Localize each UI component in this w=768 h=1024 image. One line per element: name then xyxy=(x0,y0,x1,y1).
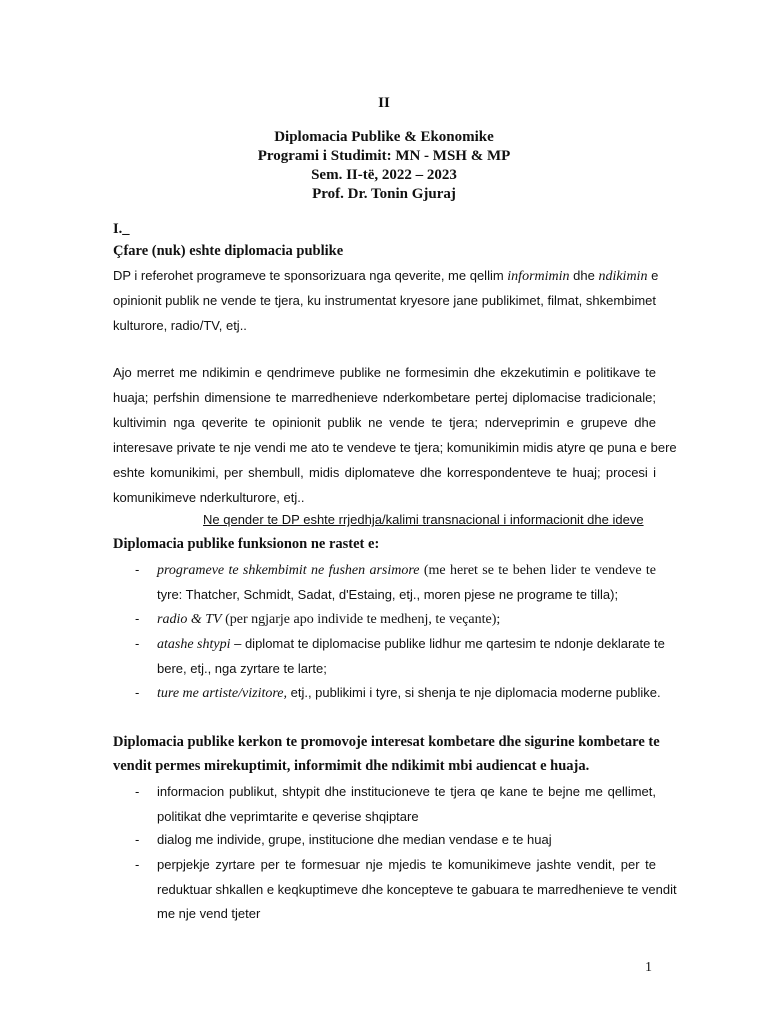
professor-name: Prof. Dr. Tonin Gjuraj xyxy=(312,186,456,202)
paragraph-1-line-3: kulturore, radio/TV, etj.. xyxy=(113,318,247,333)
functions-heading: Diplomacia publike funksionon ne rastet e: xyxy=(113,536,380,552)
section-number: I._ xyxy=(113,221,130,237)
functions-bullet-3-line-1: atashe shtypi – diplomat te diplomacise publike lidhur me qartesim te ndonje deklarate te xyxy=(157,636,665,652)
bullet-dash: - xyxy=(135,636,140,651)
paragraph-2-line-1: Ajo merret me ndikimin e qendrimeve publike ne formesimin dhe ekzekutimin e politikave te xyxy=(113,365,656,380)
promote-bullet-1-line-2: politikat dhe veprimtarite e qeverise shqiptare xyxy=(157,809,419,824)
promote-bullet-3-line-2: reduktuar shkallen e keqkuptimeve dhe koncepteve te gabuara te marredhenieve te vendit xyxy=(157,882,677,897)
functions-bullet-1-line-2: tyre: Thatcher, Schmidt, Sadat, d'Estaing, etj., moren pjese ne programe te tilla); xyxy=(157,587,619,602)
bullet-dash: - xyxy=(135,784,140,799)
functions-bullet-2: radio & TV (per ngjarje apo individe te medhenj, te veçante); xyxy=(157,612,501,627)
promote-bullet-1-line-1: informacion publikut, shtypit dhe institucioneve te tjera qe kane te bejne me qellimet, xyxy=(157,784,656,799)
paragraph-2-line-4: interesave private te nje vendi me ato te vendeve te tjera; komunikimin midis atyre qe puna e bere xyxy=(113,440,677,455)
paragraph-2-line-2: huaja; perfshin dimensione te marredhenieve nderkombetare pertej diplomacise tradicionale; xyxy=(113,390,656,405)
centered-underlined-statement: Ne qender te DP eshte rrjedhja/kalimi transnacional i informacionit dhe ideve xyxy=(203,512,644,527)
study-program: Programi i Studimit: MN - MSH & MP xyxy=(257,148,511,164)
promote-bullet-2: dialog me individe, grupe, institucione dhe median vendase e te huaj xyxy=(157,832,552,847)
promote-heading-line-2: vendit permes mirekuptimit, informimit dhe ndikimit mbi audiencat e huaja. xyxy=(113,758,590,774)
bullet-dash: - xyxy=(135,857,140,872)
bullet-dash: - xyxy=(135,611,140,626)
functions-bullet-4: ture me artiste/vizitore, etj., publikimi i tyre, si shenja te nje diplomacia moderne publike. xyxy=(157,685,661,701)
paragraph-2-line-6: komunikimeve nderkulturore, etj.. xyxy=(113,490,305,505)
promote-bullet-3-line-3: me nje vend tjeter xyxy=(157,906,261,921)
paragraph-2-line-5: eshte komunikimi, per shembull, midis diplomateve dhe korrespondenteve te huaj; procesi i xyxy=(113,465,656,480)
bullet-dash: - xyxy=(135,685,140,700)
paragraph-1-line-2: opinionit publik ne vende te tjera, ku instrumentat kryesore jane publikimet, filmat, shkembimet xyxy=(113,293,656,308)
bullet-dash: - xyxy=(135,562,140,577)
course-title: Diplomacia Publike & Ekonomike xyxy=(274,129,494,145)
bullet-dash: - xyxy=(135,832,140,847)
functions-bullet-3-line-2: bere, etj., nga zyrtare te larte; xyxy=(157,661,327,676)
promote-heading-line-1: Diplomacia publike kerkon te promovoje interesat kombetare dhe sigurine kombetare te xyxy=(113,734,660,750)
section-heading: Çfare (nuk) eshte diplomacia publike xyxy=(113,243,344,259)
promote-bullet-3-line-1: perpjekje zyrtare per te formesuar nje mjedis te komunikimeve jashte vendit, per te xyxy=(157,857,656,872)
chapter-roman-numeral: II xyxy=(378,95,390,111)
paragraph-1-line-1: DP i referohet programeve te sponsorizuara nga qeverite, me qellim informimin dhe ndikimin e xyxy=(113,268,659,284)
page-number: 1 xyxy=(645,960,652,975)
semester: Sem. II-të, 2022 – 2023 xyxy=(311,167,457,183)
functions-bullet-1-line-1: programeve te shkembimit ne fushen arsimore (me heret se te behen lider te vendeve te xyxy=(157,563,656,578)
paragraph-2-line-3: kultivimin nga qeverite te opinionit publik ne vende te tjera; nderveprimin e grupeve dhe xyxy=(113,415,656,430)
